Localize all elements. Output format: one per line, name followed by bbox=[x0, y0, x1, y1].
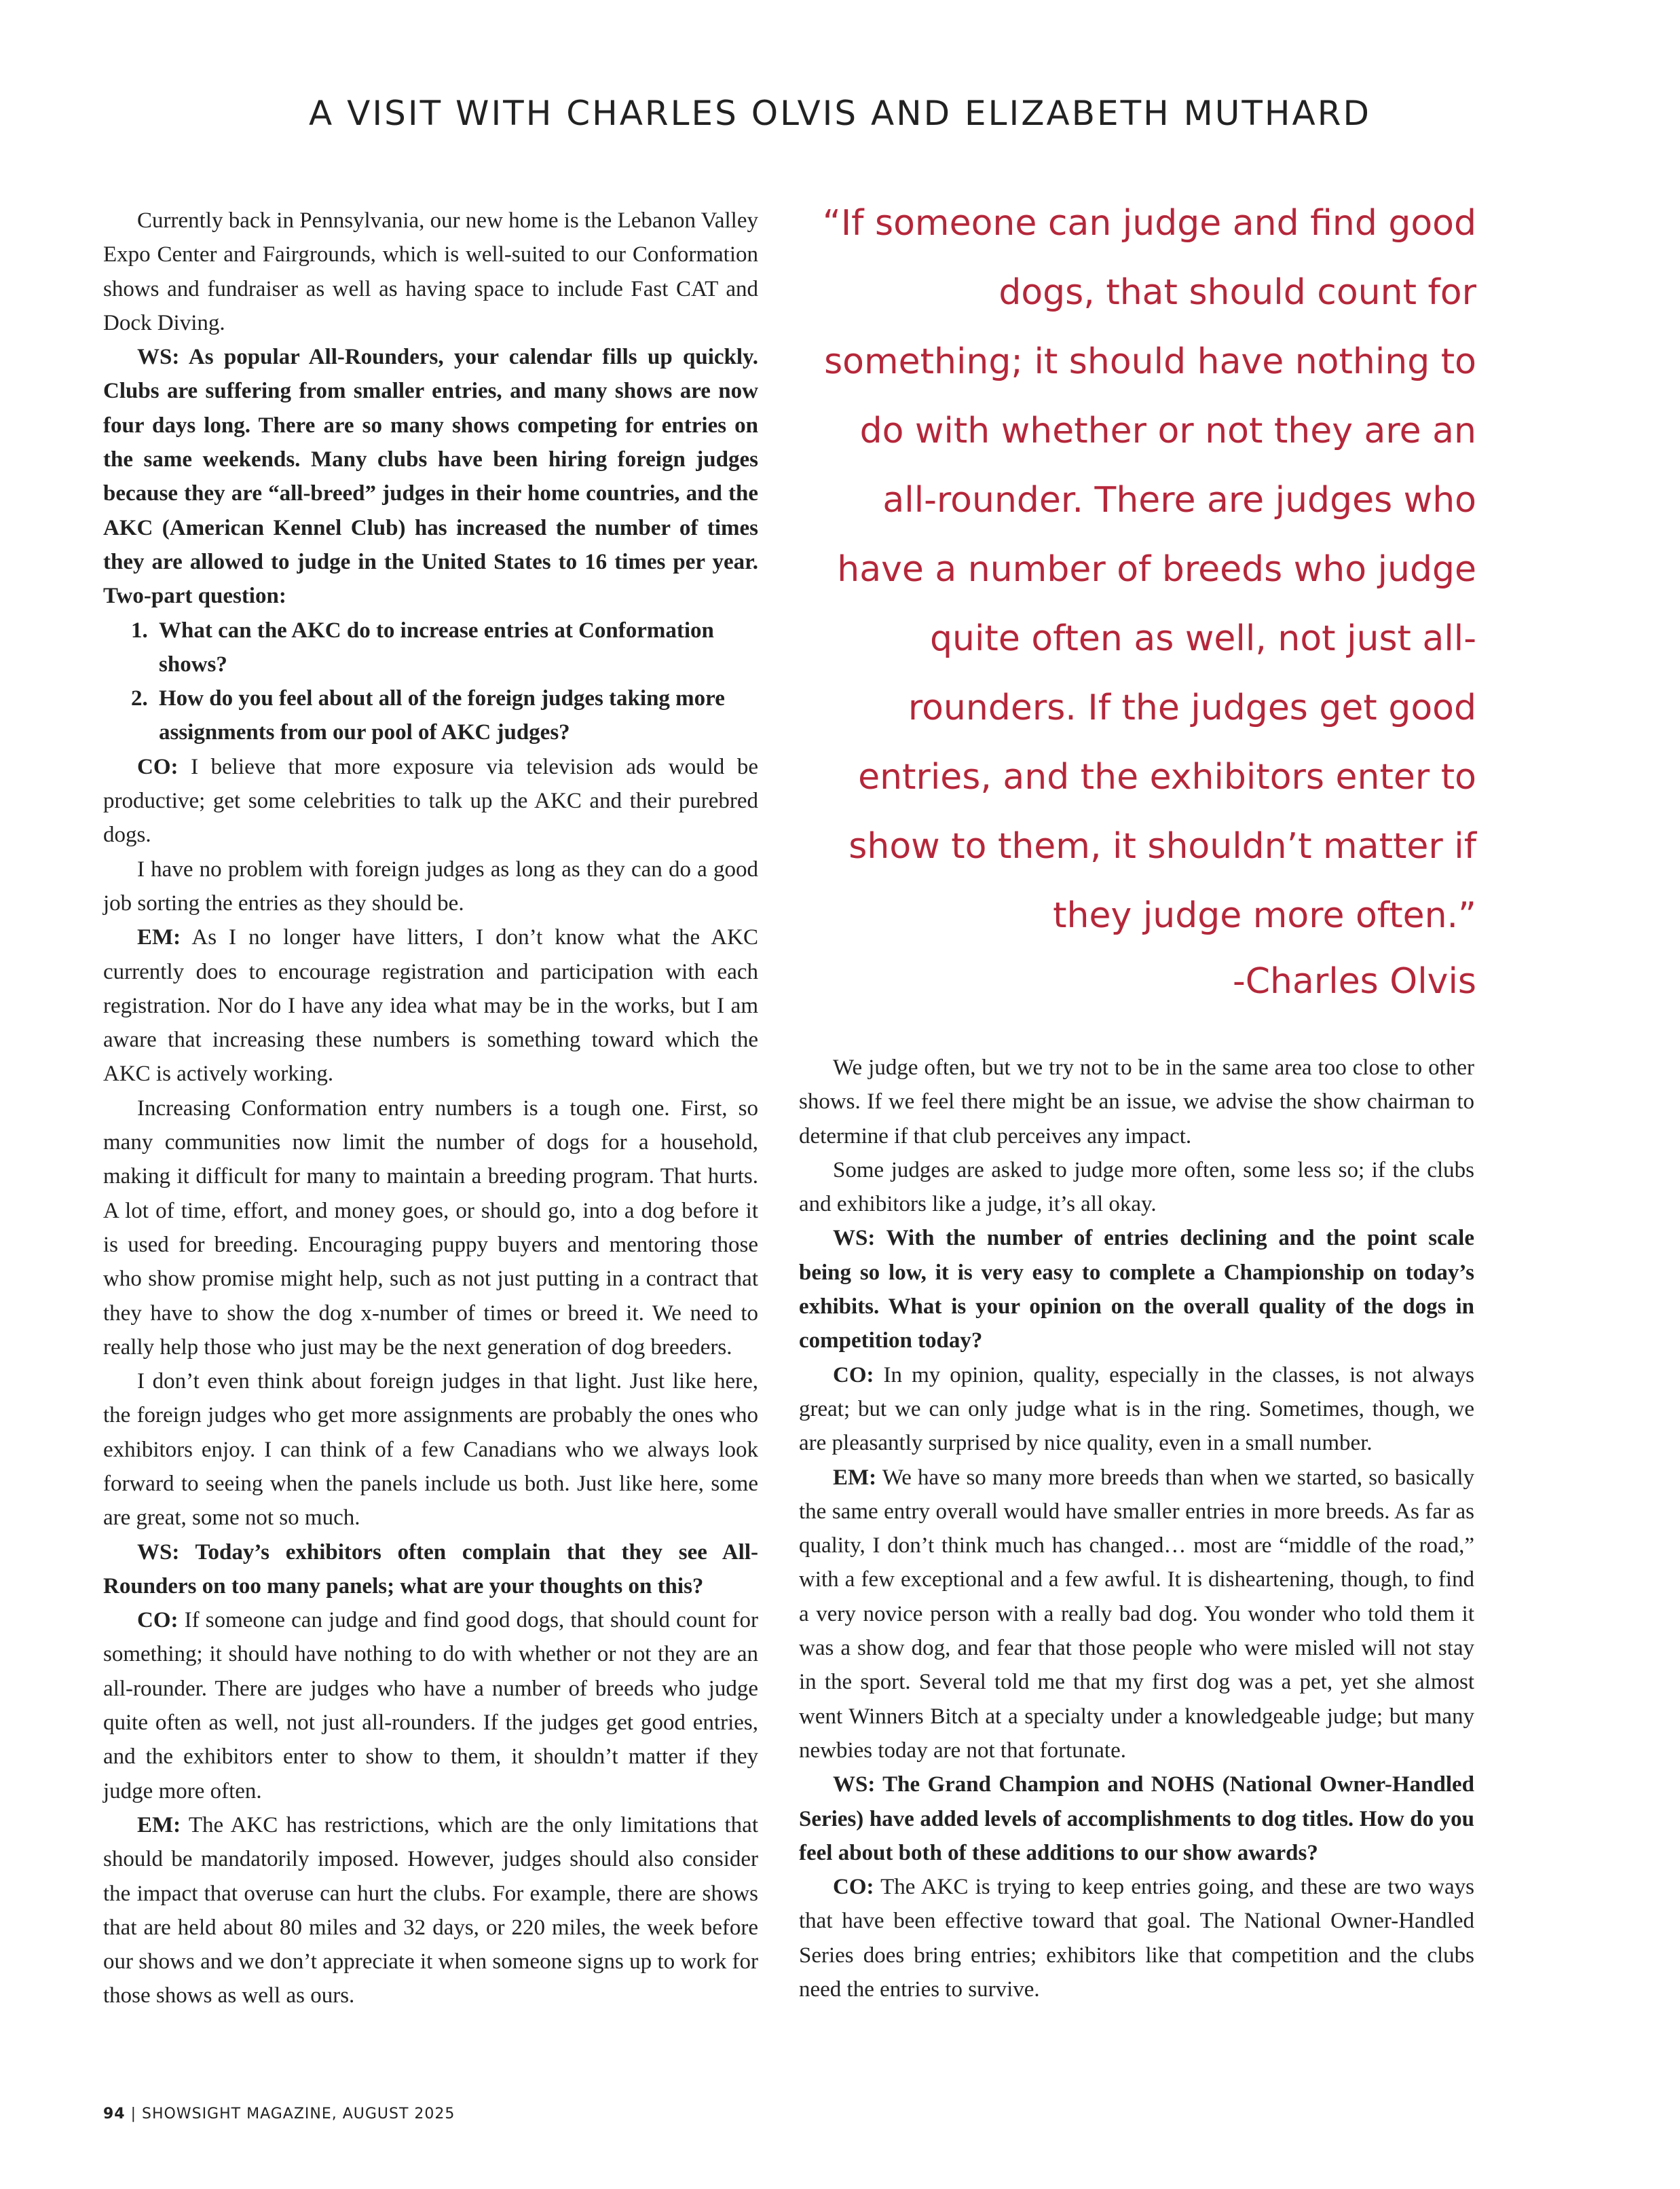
answer-paragraph bbox=[103, 1603, 758, 1808]
publication-info: SHOWSIGHT MAGAZINE, AUGUST 2025 bbox=[142, 2106, 455, 2122]
footer-separator: | bbox=[125, 2106, 143, 2122]
page-number: 94 bbox=[103, 2106, 126, 2122]
paragraph: Some judges are asked to judge more often, some less so; if the clubs and exhibitors like a judge, it’s all okay. bbox=[799, 1157, 1474, 1217]
speaker-label: CO: bbox=[137, 1608, 179, 1633]
question-list bbox=[103, 614, 758, 750]
question: WS: With the number of entries declining and the point scale being so low, it is very easy to complete a Championship on today’s exhibits. What is your opinion on the overall quality of the dogs in competition today? bbox=[799, 1226, 1474, 1353]
left-column bbox=[103, 204, 758, 2013]
page-header: A VISIT WITH CHARLES OLVIS AND ELIZABETH MUTHARD bbox=[309, 94, 1371, 133]
answer-text: I believe that more exposure via television ads would be productive; get some celebrities to talk up the AKC and their purebred dogs. bbox=[103, 754, 758, 848]
paragraph: I have no problem with foreign judges as long as they can do a good job sorting the entries as they should be. bbox=[103, 857, 758, 916]
answer-paragraph bbox=[799, 1461, 1474, 1768]
answer-text: As I no longer have litters, I don’t know what the AKC currently does to encourage registration and participation with each registration. Nor do I have any idea what may be in the works, but I am aware that increasing these numbers is something toward which the AKC is actively working. bbox=[103, 925, 758, 1087]
paragraph: Increasing Conformation entry numbers is a tough one. First, so many communities now limit the number of dogs for a household, making it difficult for many to maintain a breeding program. That hurts. A lot of time, effort, and money goes, or should go, into a dog before it is used for breeding. Encouraging puppy buyers and mentoring those who show promise might help, such as not just putting in a contract that they have to show the dog x-number of times or breed it. We need to really help those who just may be the next generation of dog breeders. bbox=[103, 1096, 758, 1360]
speaker-label: EM: bbox=[833, 1465, 877, 1490]
answer-paragraph bbox=[799, 1870, 1474, 2006]
answer-paragraph bbox=[103, 1808, 758, 2013]
answer-paragraph bbox=[103, 920, 758, 1091]
right-column bbox=[799, 1051, 1474, 2006]
question-list-item: 2. How do you feel about all of the foreign judges taking more assignments from our pool of AKC judges? bbox=[153, 681, 758, 750]
speaker-label: CO: bbox=[137, 754, 179, 779]
answer-paragraph bbox=[103, 750, 758, 853]
question: WS: Today’s exhibitors often complain that they see All-Rounders on too many panels; what are your thoughts on this? bbox=[103, 1539, 758, 1598]
pull-quote: “If someone can judge and find good dogs, that should count for something; it should have nothing to do with whether or not they are an all-rounder. There are judges who have a number of breeds who judge quite often as well, not just all-rounders. If the judges get good entries, and the exhibitors enter to show to them, it shouldn’t matter if they judge more often.” bbox=[822, 203, 1476, 936]
question-list-item: 1. What can the AKC do to increase entries at Conformation shows? bbox=[153, 614, 758, 682]
paragraph: I don’t even think about foreign judges in that light. Just like here, the foreign judges who get more assignments are probably the ones who exhibitors enjoy. I can think of a few Canadians who we always look forward to seeing when the panels include us both. Just like here, some are great, some not so much. bbox=[103, 1369, 758, 1531]
paragraph: Currently back in Pennsylvania, our new home is the Lebanon Valley Expo Center and Fairgrounds, which is well-suited to our Conformation shows and fundraiser as well as having space to include Fast CAT and Dock Diving. bbox=[103, 208, 758, 335]
answer-text: The AKC is trying to keep entries going, and these are two ways that have been effective toward that goal. The National Owner-Handled Series does bring entries; exhibitors like that competition and the clubs need the entries to survive. bbox=[799, 1875, 1474, 2002]
question: WS: The Grand Champion and NOHS (National Owner-Handled Series) have added levels of accomplishments to dog titles. How do you feel about both of these additions to our show awards? bbox=[799, 1772, 1474, 1865]
speaker-label: EM: bbox=[137, 1812, 181, 1837]
page-footer bbox=[103, 2106, 455, 2122]
answer-text: If someone can judge and find good dogs, that should count for something; it should have nothing to do with whether or not they are an all-rounder. There are judges who have a number of breeds who judge quite often as well, not just all-rounders. If the judges get good entries, and the exhibitors enter to show to them, it shouldn’t matter if they judge more often. bbox=[103, 1608, 759, 1803]
question: WS: As popular All-Rounders, your calendar fills up quickly. Clubs are suffering from smaller entries, and many shows are now four days long. There are so many shows competing for entries on the same weekends. Many clubs have been hiring foreign judges because they are “all-breed” judges in their home countries, and the AKC (American Kennel Club) has increased the number of times they are allowed to judge in the United States to 16 times per year. Two-part question: bbox=[103, 345, 758, 609]
speaker-label: CO: bbox=[833, 1875, 874, 1900]
answer-paragraph bbox=[799, 1358, 1474, 1461]
speaker-label: EM: bbox=[137, 925, 181, 950]
answer-text: We have so many more breeds than when we started, so basically the same entry overall would have smaller entries in more breeds. As far as quality, I don’t think much has changed… most are “middle of the road,” with a few exceptional and a few awful. It is disheartening, though, to find a very novice person with a really bad dog. You wonder who told them it was a show dog, and fear that those people who were misled will not stay in the sport. Several told me that my first dog was a pet, yet she almost went Winners Bitch at a specialty under a knowledgeable judge; but many newbies today are not that fortunate. bbox=[799, 1465, 1475, 1763]
paragraph: We judge often, but we try not to be in the same area too close to other shows. If we feel there might be an issue, we advise the show chairman to determine if that club perceives any impact. bbox=[799, 1055, 1474, 1148]
answer-text: In my opinion, quality, especially in the classes, is not always great; but we can only judge what is in the ring. Sometimes, though, we are pleasantly surprised by nice quality, even in a small number. bbox=[799, 1362, 1475, 1456]
answer-text: The AKC has restrictions, which are the only limitations that should be mandatorily imposed. However, judges should also consider the impact that overuse can hurt the clubs. For example, there are shows that are held about 80 miles and 32 days, or 220 miles, the week before our shows and we don’t appreciate it when someone signs up to work for those shows as well as ours. bbox=[103, 1812, 758, 2008]
pull-quote-attribution: -Charles Olvis bbox=[1232, 961, 1476, 1002]
speaker-label: CO: bbox=[833, 1362, 874, 1387]
